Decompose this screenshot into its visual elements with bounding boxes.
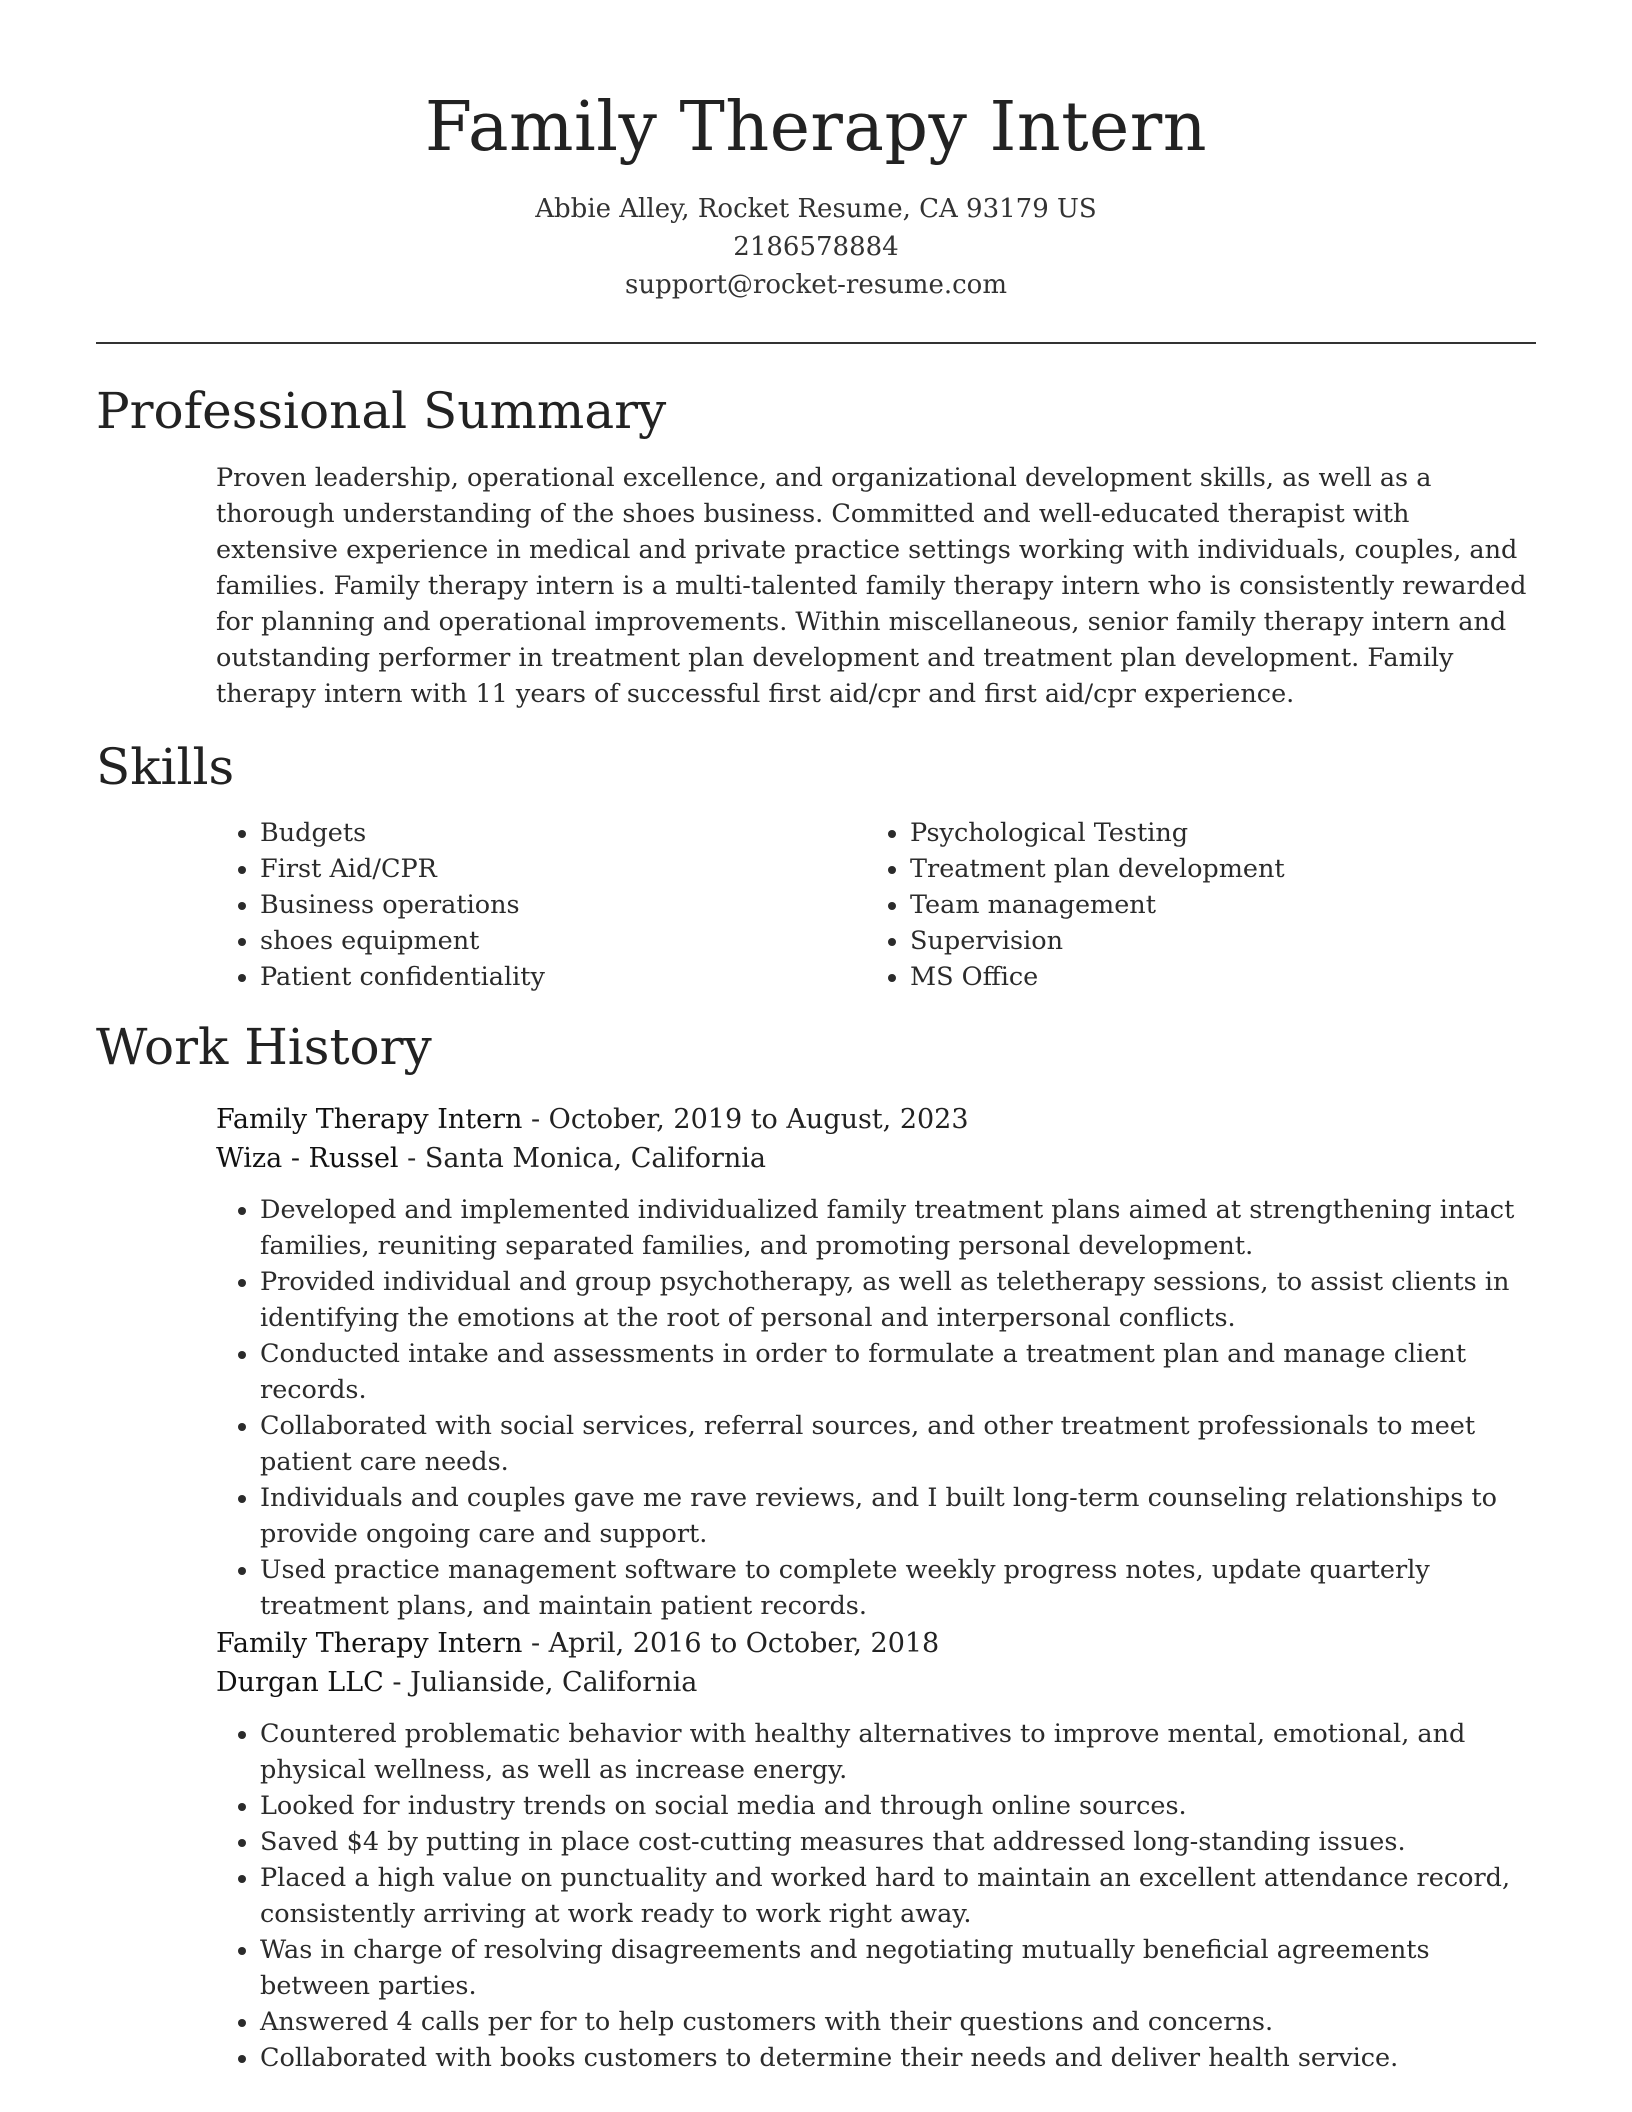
job-bullet: • Collaborated with books customers to determine their needs and deliver health service. [260, 2040, 1536, 2076]
job-bullet: • Developed and implemented individualized family treatment plans aimed at strengthening intact families, reuniting separated families, and promoting personal development. [260, 1192, 1536, 1264]
resume-header [96, 84, 1536, 304]
job-bullet: • Was in charge of resolving disagreements and negotiating mutually beneficial agreements between parties. [260, 1932, 1536, 2004]
job-employer-line [216, 1663, 1536, 1702]
skill-item: • Supervision [910, 923, 1516, 959]
job-bullet: • Provided individual and group psychotherapy, as well as teletherapy sessions, to assist clients in identifying the emotions at the root of personal and interpersonal conflicts. [260, 1264, 1536, 1336]
job-bullet: • Individuals and couples gave me rave reviews, and I built long-term counseling relationships to provide ongoing care and support. [260, 1480, 1536, 1552]
skills-list-right [866, 815, 1516, 995]
job-bullets [216, 1192, 1536, 1624]
work-history-heading: Work History [96, 1018, 432, 1076]
skill-item: • MS Office [910, 959, 1516, 995]
skill-item: • Treatment plan development [910, 851, 1516, 887]
job-entry [216, 1624, 1536, 2076]
contact-address: Abbie Alley, Rocket Resume, CA 93179 US [535, 194, 1097, 224]
job-title: Family Therapy Intern [216, 1104, 523, 1135]
header-divider [96, 342, 1536, 344]
job-bullet: • Answered 4 calls per for to help customers with their questions and concerns. [260, 2004, 1536, 2040]
job-employer: Wiza - Russel [216, 1143, 399, 1174]
job-location: - Santa Monica, California [398, 1143, 766, 1174]
job-bullet: • Collaborated with social services, referral sources, and other treatment professionals to meet patient care needs. [260, 1408, 1536, 1480]
job-bullet: • Used practice management software to complete weekly progress notes, update quarterly treatment plans, and maintain patient records. [260, 1552, 1536, 1624]
skill-item: • shoes equipment [260, 923, 866, 959]
job-bullet: • Looked for industry trends on social media and through online sources. [260, 1788, 1536, 1824]
summary-text: Proven leadership, operational excellence, and organizational development skills, as well as a thorough understanding of the shoes business. Committed and well-educated therapist with extensive experience in medical and private practice settings working with individuals, couples, and families. Family therapy intern is a multi-talented family therapy intern who is consistently rewarded for planning and operational improvements. Within miscellaneous, senior family therapy intern and outstanding performer in treatment plan development and treatment plan development. Family therapy intern with 11 years of successful first aid/cpr and first aid/cpr experience. [216, 463, 1527, 709]
skill-item: • Psychological Testing [910, 815, 1516, 851]
job-bullet: • Countered problematic behavior with healthy alternatives to improve mental, emotional, and physical wellness, as well as increase energy. [260, 1716, 1536, 1788]
candidate-name: Family Therapy Intern [424, 88, 1208, 167]
job-location: - Julianside, California [383, 1667, 698, 1698]
job-employer: Durgan LLC [216, 1667, 384, 1698]
skill-item: • First Aid/CPR [260, 851, 866, 887]
contact-phone: 2186578884 [733, 232, 899, 262]
job-entry [216, 1100, 1536, 1624]
contact-block [96, 190, 1536, 304]
contact-email: support@rocket-resume.com [624, 270, 1007, 300]
skills-heading: Skills [96, 738, 235, 796]
job-bullet: • Placed a high value on punctuality and worked hard to maintain an excellent attendance record, consistently arriving at work ready to work right away. [260, 1860, 1536, 1932]
job-bullet: • Saved $4 by putting in place cost-cutting measures that addressed long-standing issues. [260, 1824, 1536, 1860]
job-bullet: • Conducted intake and assessments in order to formulate a treatment plan and manage client records. [260, 1336, 1536, 1408]
skills-grid [216, 815, 1536, 995]
skill-item: • Patient confidentiality [260, 959, 866, 995]
skills-section [216, 815, 1536, 995]
job-dates: - October, 2019 to August, 2023 [522, 1104, 969, 1135]
skills-list-left [216, 815, 866, 995]
skill-item: • Team management [910, 887, 1516, 923]
summary-heading: Professional Summary [96, 382, 667, 440]
skill-item: • Business operations [260, 887, 866, 923]
job-employer-line [216, 1139, 1536, 1178]
job-title-line [216, 1100, 1536, 1139]
summary-section [216, 460, 1536, 712]
job-bullets [216, 1716, 1536, 2076]
job-dates: - April, 2016 to October, 2018 [522, 1628, 940, 1659]
job-title: Family Therapy Intern [216, 1628, 523, 1659]
skill-item: • Budgets [260, 815, 866, 851]
job-title-line [216, 1624, 1536, 1663]
